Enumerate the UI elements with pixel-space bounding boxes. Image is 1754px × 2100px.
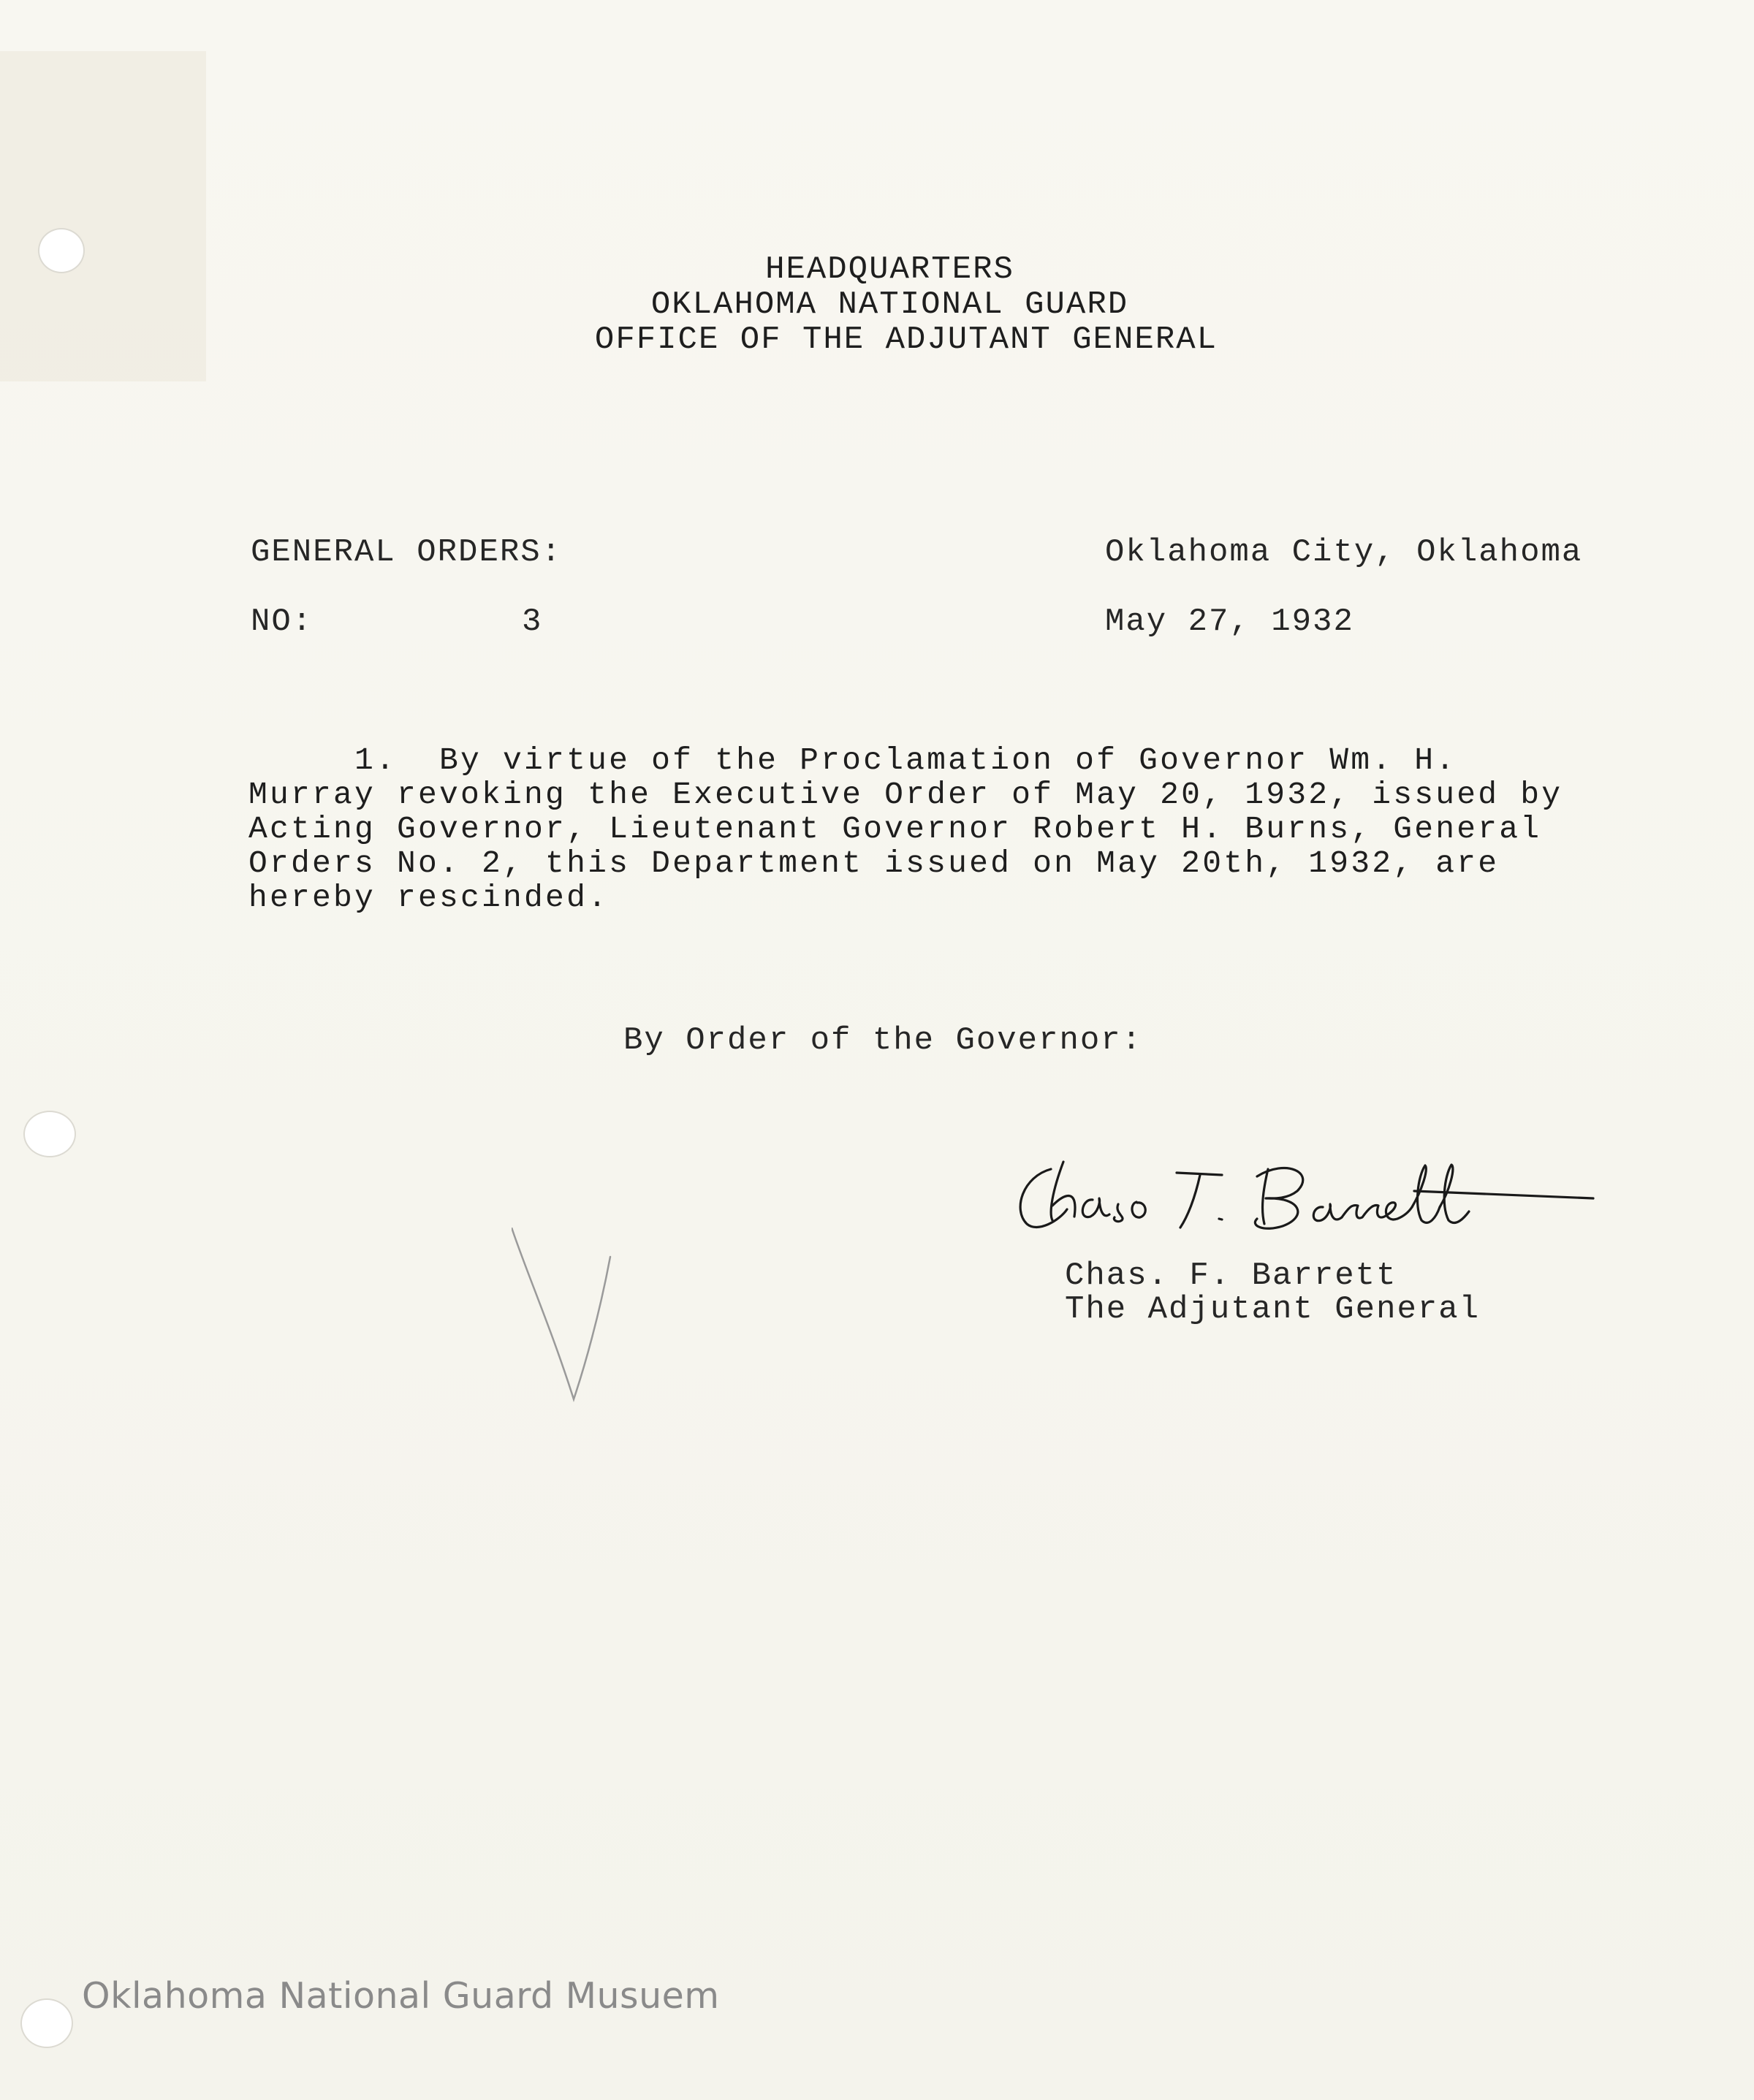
order-number-label: NO: (251, 604, 314, 640)
signer-title: The Adjutant General (1065, 1291, 1481, 1328)
header-line-office: OFFICE OF THE ADJUTANT GENERAL (594, 322, 1218, 358)
header-line-guard: OKLAHOMA NATIONAL GUARD (650, 286, 1129, 323)
body-line: Orders No. 2, this Department issued on May 20th, 1932, are (248, 845, 1500, 881)
order-number: 3 (522, 604, 543, 640)
body-line: hereby rescinded. (248, 880, 610, 916)
body-line: Murray revoking the Executive Order of May 20, 1932, issued by (248, 777, 1563, 813)
header-line-headquarters: HEADQUARTERS (765, 251, 1014, 288)
letterhead (0, 252, 1754, 357)
signer-name: Chas. F. Barrett (1065, 1258, 1397, 1294)
by-order-of-governor: By Order of the Governor: (623, 1022, 1143, 1059)
order-body (248, 743, 1564, 915)
body-line: Acting Governor, Lieutenant Governor Robert H. Burns, General (248, 811, 1542, 847)
general-orders-label: GENERAL ORDERS: (251, 534, 563, 571)
punch-hole-middle (23, 1111, 76, 1157)
handwritten-signature (1009, 1147, 1608, 1249)
order-location: Oklahoma City, Oklahoma (1105, 534, 1583, 571)
punch-hole-bottom (20, 1998, 73, 2048)
order-date: May 27, 1932 (1105, 604, 1354, 640)
body-line: 1. By virtue of the Proclamation of Governor Wm. H. (248, 742, 1457, 778)
pencil-mark (512, 1228, 658, 1410)
museum-watermark: Oklahoma National Guard Musuem (82, 1975, 720, 2017)
